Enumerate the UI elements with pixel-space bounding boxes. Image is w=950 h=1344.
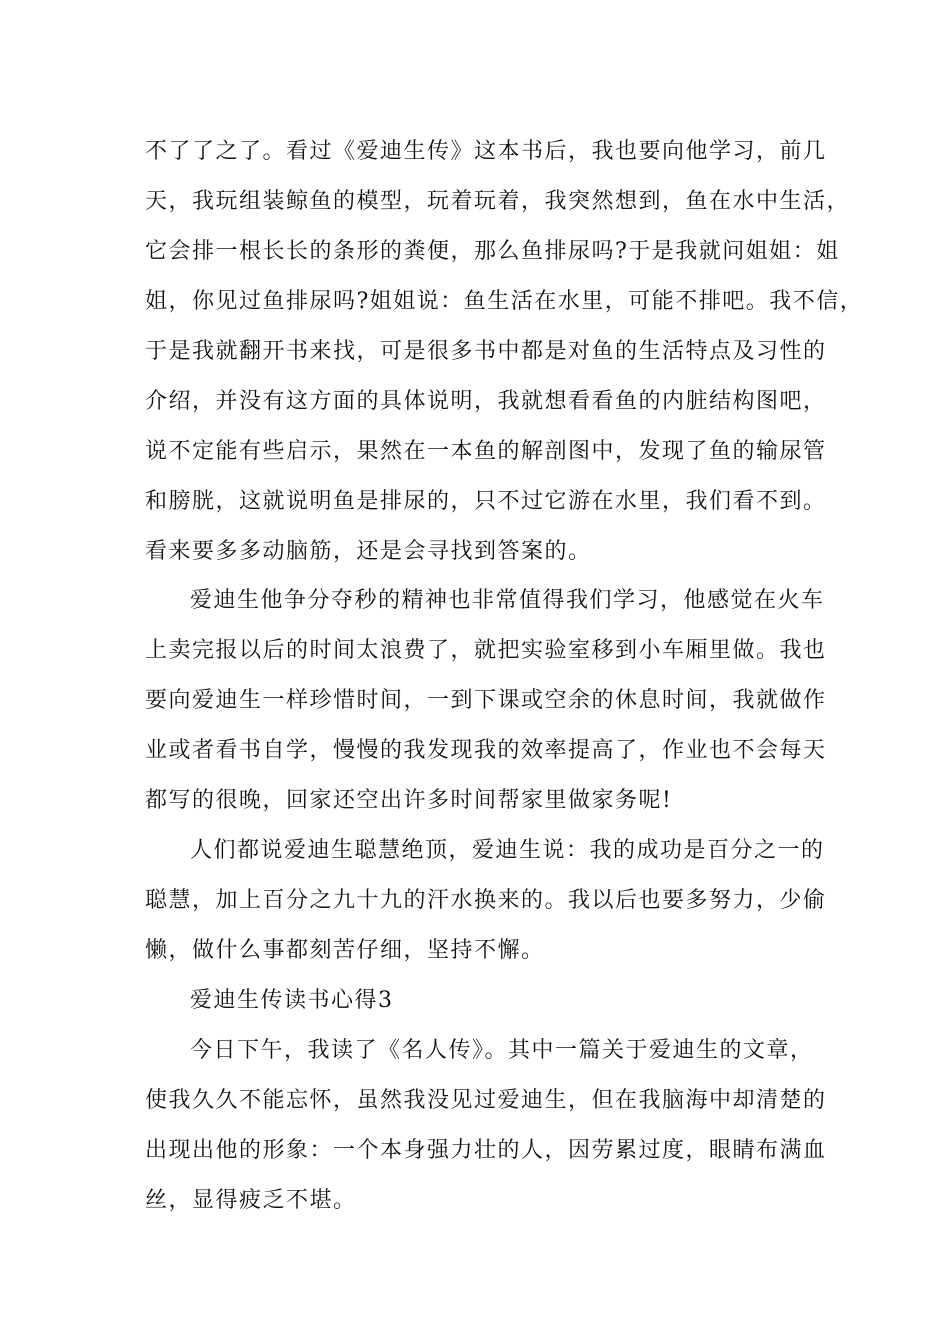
text-line: 使我久久不能忘怀，虽然我没见过爱迪生，但在我脑海中却清楚的 bbox=[145, 1088, 827, 1113]
section-heading: 爱迪生传读书心得3 bbox=[190, 988, 394, 1013]
text-line: 上卖完报以后的时间太浪费了，就把实验室移到小车厢里做。我也 bbox=[145, 638, 827, 663]
text-line: 和膀胱，这就说明鱼是排尿的，只不过它游在水里，我们看不到。 bbox=[145, 489, 827, 514]
text-line: 说不定能有些启示，果然在一本鱼的解剖图中，发现了鱼的输尿管 bbox=[145, 439, 827, 464]
text-line: 天，我玩组装鲸鱼的模型，玩着玩着，我突然想到，鱼在水中生活， bbox=[145, 189, 851, 214]
text-line: 要向爱迪生一样珍惜时间，一到下课或空余的休息时间，我就做作 bbox=[145, 688, 827, 713]
text-line: 聪慧，加上百分之九十九的汗水换来的。我以后也要多努力，少偷 bbox=[145, 888, 827, 913]
text-line: 看来要多多动脑筋，还是会寻找到答案的。 bbox=[145, 539, 592, 564]
paragraph-first-line: 爱迪生他争分夺秒的精神也非常值得我们学习，他感觉在火车 bbox=[190, 588, 825, 613]
text-line: 介绍，并没有这方面的具体说明，我就想看看鱼的内脏结构图吧， bbox=[145, 389, 827, 414]
text-line: 于是我就翻开书来找，可是很多书中都是对鱼的生活特点及习性的 bbox=[145, 339, 827, 364]
text-line: 不了了之了。看过《爱迪生传》这本书后，我也要向他学习，前几 bbox=[145, 139, 827, 164]
text-line: 懒，做什么事都刻苦仔细，坚持不懈。 bbox=[145, 938, 545, 963]
text-line: 丝，显得疲乏不堪。 bbox=[145, 1188, 357, 1213]
text-line: 出现出他的形象：一个本身强力壮的人，因劳累过度，眼睛布满血 bbox=[145, 1138, 827, 1163]
text-line: 业或者看书自学，慢慢的我发现我的效率提高了，作业也不会每天 bbox=[145, 738, 827, 763]
text-line: 姐，你见过鱼排尿吗?姐姐说：鱼生活在水里，可能不排吧。我不信， bbox=[145, 289, 864, 314]
text-line: 它会排一根长长的条形的粪便，那么鱼排尿吗?于是我就问姐姐：姐 bbox=[145, 239, 840, 264]
paragraph-first-line: 今日下午，我读了《名人传》。其中一篇关于爱迪生的文章， bbox=[190, 1038, 814, 1063]
paragraph-first-line: 人们都说爱迪生聪慧绝顶，爱迪生说：我的成功是百分之一的 bbox=[190, 838, 825, 863]
text-line: 都写的很晚，回家还空出许多时间帮家里做家务呢! bbox=[145, 788, 673, 813]
